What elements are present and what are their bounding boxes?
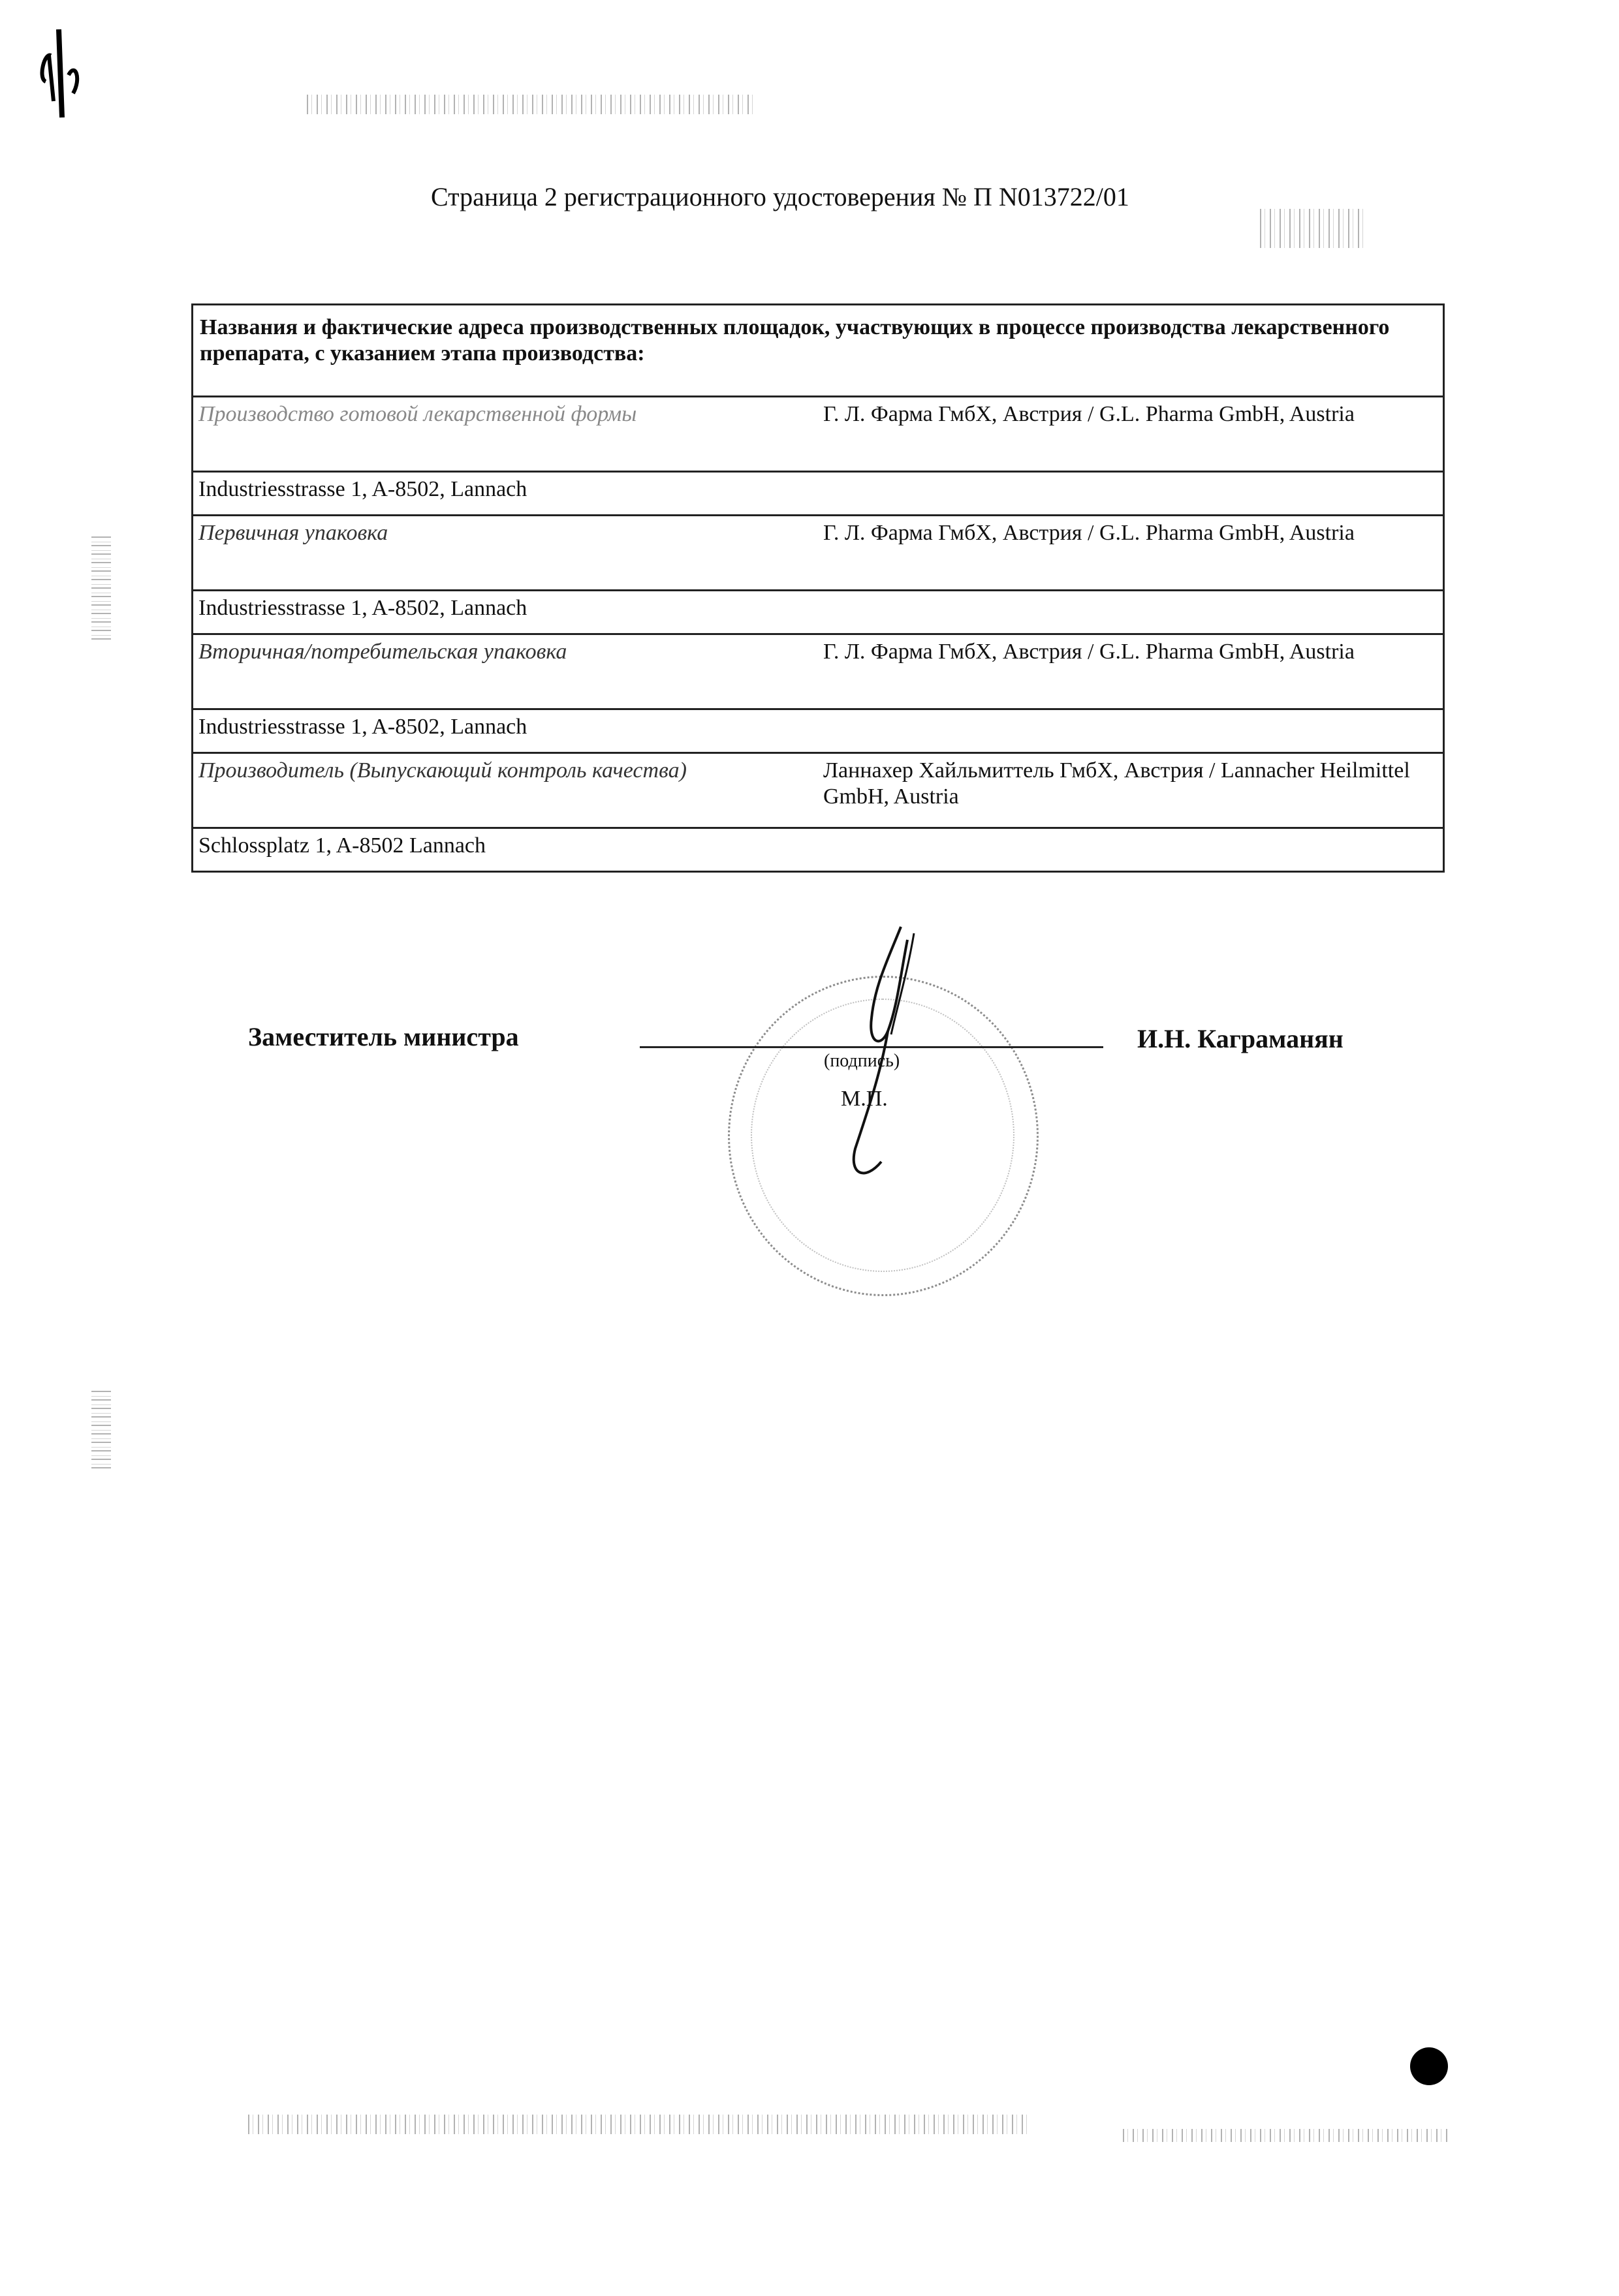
- signature-caption: (подпись): [824, 1051, 900, 1071]
- table-row-stage: [193, 634, 1444, 709]
- scan-noise-top-right: [1260, 209, 1364, 248]
- company-cell: Ланнахер Хайльмиттель ГмбХ, Австрия / Lannacher Heilmittel GmbH, Austria: [818, 753, 1444, 828]
- stage-label: Первичная упаковка: [193, 516, 819, 591]
- table-row-stage: [193, 397, 1444, 472]
- signatory-name: И.Н. Каграманян: [1137, 1024, 1344, 1053]
- table-heading-row: [193, 305, 1444, 397]
- production-sites-table: [191, 303, 1445, 873]
- scan-noise-left-margin-2: [91, 1390, 111, 1468]
- address-cell: Schlossplatz 1, A-8502 Lannach: [193, 828, 1444, 872]
- signatory-position: Заместитель министра: [248, 1022, 519, 1051]
- handwritten-initials-icon: [33, 26, 91, 124]
- seal-mark: М.П.: [841, 1087, 888, 1111]
- address-cell: Industriesstrasse 1, A-8502, Lannach: [193, 591, 1444, 634]
- table-row-address: [193, 472, 1444, 516]
- company-cell: Г. Л. Фарма ГмбХ, Австрия / G.L. Pharma GmbH, Austria: [818, 634, 1444, 709]
- address-cell: Industriesstrasse 1, A-8502, Lannach: [193, 709, 1444, 753]
- stage-label: Производитель (Выпускающий контроль качества): [193, 753, 819, 828]
- page-title: Страница 2 регистрационного удостоверения № П N013722/01: [431, 182, 1129, 211]
- stage-label: Вторичная/потребительская упаковка: [193, 634, 819, 709]
- address-cell: Industriesstrasse 1, A-8502, Lannach: [193, 472, 1444, 516]
- table-heading: Названия и фактические адреса производственных площадок, участвующих в процессе производства лекарственного препарата, с указанием этапа производства:: [193, 305, 1444, 397]
- stage-label: Производство готовой лекарственной формы: [193, 397, 819, 472]
- scan-noise-left-margin: [91, 535, 111, 640]
- scan-noise-bottom: [248, 2115, 1031, 2134]
- table-row-stage: [193, 753, 1444, 828]
- table-row-address: [193, 709, 1444, 753]
- handwritten-signature-icon: [810, 920, 927, 1194]
- company-cell: Г. Л. Фарма ГмбХ, Австрия / G.L. Pharma GmbH, Austria: [818, 397, 1444, 472]
- scan-noise-top: [307, 95, 757, 114]
- filled-circle-mark: [1410, 2047, 1448, 2085]
- scan-noise-bottom-right: [1123, 2129, 1449, 2142]
- table-row-address: [193, 591, 1444, 634]
- table-row-stage: [193, 516, 1444, 591]
- table-row-address: [193, 828, 1444, 872]
- company-cell: Г. Л. Фарма ГмбХ, Австрия / G.L. Pharma GmbH, Austria: [818, 516, 1444, 591]
